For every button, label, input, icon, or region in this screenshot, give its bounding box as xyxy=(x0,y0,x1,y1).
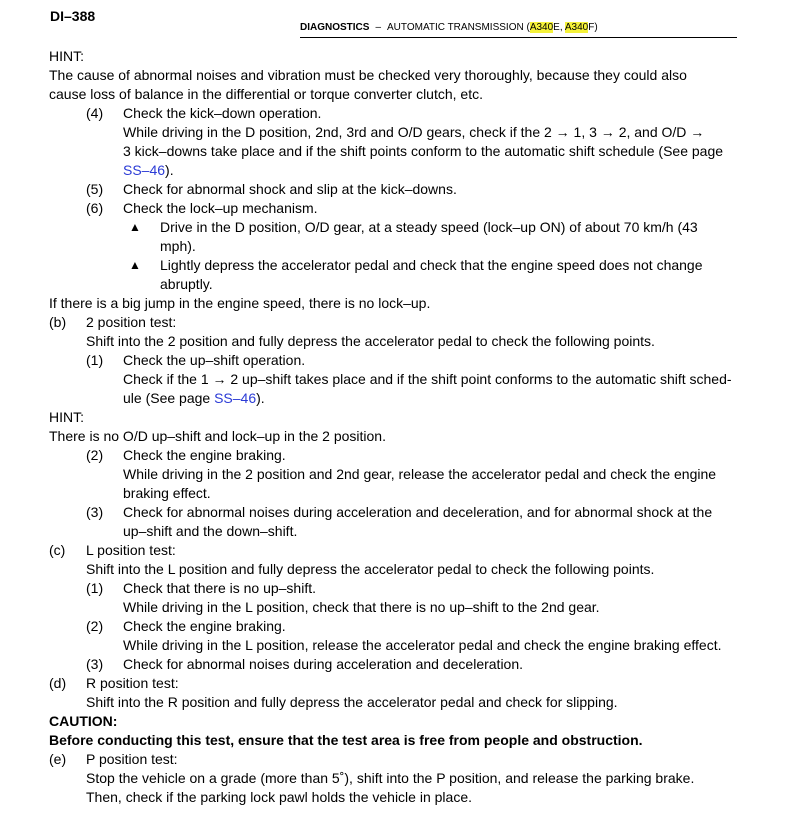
step-text-line: braking effect. xyxy=(123,485,211,501)
header-dash: – xyxy=(375,22,382,33)
hint-text-line: cause loss of balance in the differential or torque converter clutch, etc. xyxy=(49,86,483,102)
caution-text: Before conducting this test, ensure that the test area is free from people and obstruction. xyxy=(49,732,643,748)
caution-label: CAUTION: xyxy=(49,713,118,729)
step-5 xyxy=(49,180,739,199)
header-model-2: A340 xyxy=(564,22,589,33)
step-number: (5) xyxy=(86,181,104,197)
hint-label: HINT: xyxy=(49,48,84,64)
section-desc: Shift into the R position and fully depress the accelerator pedal and check for slipping. xyxy=(86,694,618,710)
link-suffix: ). xyxy=(165,162,174,178)
step-title: Check the engine braking. xyxy=(123,618,286,634)
bullet-item xyxy=(49,218,739,237)
document-body xyxy=(49,47,739,807)
step-number: (1) xyxy=(86,352,104,368)
header-rule xyxy=(300,37,737,38)
bullet-text: Lightly depress the accelerator pedal and check that the engine speed does not change xyxy=(160,257,703,273)
step-text-line: up–shift and the down–shift. xyxy=(123,523,298,539)
step-b3 xyxy=(49,503,739,522)
step-number: (1) xyxy=(86,580,104,596)
step-6 xyxy=(49,199,739,218)
section-label: (e) xyxy=(49,751,67,767)
section-desc: Shift into the L position and fully depress the accelerator pedal to check the following points. xyxy=(86,561,655,577)
section-d xyxy=(49,674,739,693)
step-text-line: 3 kick–downs take place and if the shift points conform to the automatic shift schedule (See page xyxy=(123,143,724,159)
step-c1 xyxy=(49,579,739,598)
step-text-line: While driving in the L position, check that there is no up–shift to the 2nd gear. xyxy=(123,599,600,615)
step-number: (6) xyxy=(86,200,104,216)
step-text-line: While driving in the L position, release the accelerator pedal and check the engine braking effect. xyxy=(123,637,722,653)
page-id: DI–388 xyxy=(50,8,96,24)
step-title: Check for abnormal noises during acceleration and deceleration, and for abnormal shock at the xyxy=(123,504,713,520)
header-model-1-suffix: E, xyxy=(553,22,565,33)
step-title: Check the kick–down operation. xyxy=(123,105,322,121)
note-text: If there is a big jump in the engine speed, there is no lock–up. xyxy=(49,295,431,311)
triangle-bullet-icon: ▲ xyxy=(129,258,141,272)
page-link-ss46[interactable]: SS–46 xyxy=(214,390,257,406)
step-4 xyxy=(49,104,739,123)
step-title: Check the up–shift operation. xyxy=(123,352,306,368)
section-title: L position test: xyxy=(86,542,176,558)
section-title: 2 position test: xyxy=(86,314,177,330)
section-label: (c) xyxy=(49,542,66,558)
step-text-line: While driving in the D position, 2nd, 3rd and O/D gears, check if the 2 → 1, 3 → 2, and O/D → xyxy=(123,124,705,140)
bullet-item xyxy=(49,256,739,275)
section-label: (d) xyxy=(49,675,67,691)
step-number: (3) xyxy=(86,656,104,672)
triangle-bullet-icon: ▲ xyxy=(129,220,141,234)
step-text-line: While driving in the 2 position and 2nd gear, release the accelerator pedal and check the engine xyxy=(123,466,717,482)
section-desc: Stop the vehicle on a grade (more than 5˚), shift into the P position, and release the parking brake. xyxy=(86,770,695,786)
page-link-ss46[interactable]: SS–46 xyxy=(123,162,166,178)
step-number: (2) xyxy=(86,447,104,463)
header-subject: AUTOMATIC TRANSMISSION ( xyxy=(387,22,530,33)
section-c xyxy=(49,541,739,560)
step-title: Check the engine braking. xyxy=(123,447,286,463)
section-title: R position test: xyxy=(86,675,179,691)
section-title: P position test: xyxy=(86,751,178,767)
bullet-text-line: abruptly. xyxy=(160,276,213,292)
section-e xyxy=(49,750,739,769)
section-desc: Shift into the 2 position and fully depress the accelerator pedal to check the following points. xyxy=(86,333,655,349)
section-desc: Then, check if the parking lock pawl holds the vehicle in place. xyxy=(86,789,472,805)
header-model-2-suffix: F) xyxy=(588,22,598,33)
running-header xyxy=(300,22,736,35)
step-text: ule (See page xyxy=(123,390,215,406)
step-b2 xyxy=(49,446,739,465)
section-label: (b) xyxy=(49,314,67,330)
bullet-text: Drive in the D position, O/D gear, at a steady speed (lock–up ON) of about 70 km/h (43 xyxy=(160,219,698,235)
step-number: (2) xyxy=(86,618,104,634)
step-number: (3) xyxy=(86,504,104,520)
bullet-text-line: mph). xyxy=(160,238,196,254)
step-title: Check the lock–up mechanism. xyxy=(123,200,318,216)
step-title: Check that there is no up–shift. xyxy=(123,580,316,596)
step-b1 xyxy=(49,351,739,370)
step-text-line: Check if the 1 → 2 up–shift takes place and if the shift point conforms to the automatic shift sched- xyxy=(123,371,732,387)
step-title: Check for abnormal shock and slip at the kick–downs. xyxy=(123,181,457,197)
hint-text-line: There is no O/D up–shift and lock–up in the 2 position. xyxy=(49,428,386,444)
step-c2 xyxy=(49,617,739,636)
step-number: (4) xyxy=(86,105,104,121)
step-text-line xyxy=(49,161,739,180)
link-suffix: ). xyxy=(256,390,265,406)
step-title: Check for abnormal noises during acceleration and deceleration. xyxy=(123,656,524,672)
header-section: DIAGNOSTICS xyxy=(300,22,370,33)
step-text-line xyxy=(49,389,739,408)
hint-text-line: The cause of abnormal noises and vibration must be checked very thoroughly, because they could also xyxy=(49,67,687,83)
step-c3 xyxy=(49,655,739,674)
hint-label: HINT: xyxy=(49,409,84,425)
section-b xyxy=(49,313,739,332)
header-model-1: A340 xyxy=(529,22,554,33)
